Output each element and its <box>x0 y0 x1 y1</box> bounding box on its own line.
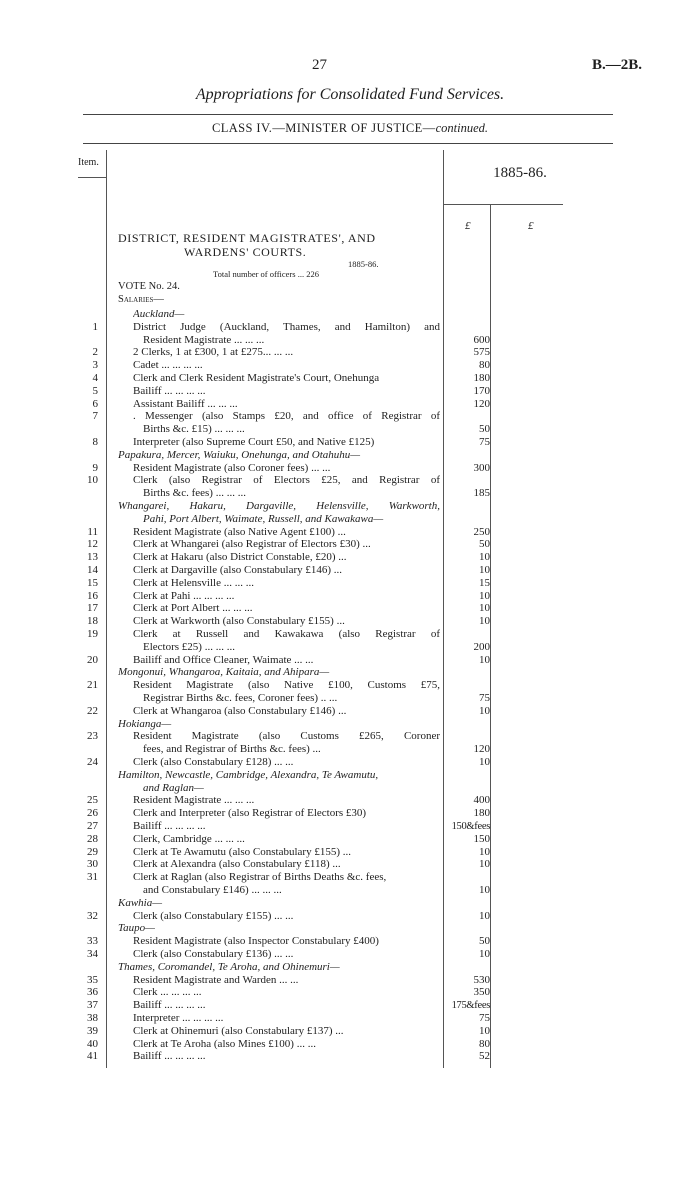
row-description: Resident Magistrate (also Native Agent £100) ... <box>133 525 346 538</box>
table-row <box>0 743 700 756</box>
row-description: Resident Magistrate (also Native £100, Customs £75, <box>133 679 440 692</box>
row-description: and Raglan— <box>143 781 204 794</box>
row-description: Resident Magistrate (also Coroner fees) ... ... <box>133 461 331 474</box>
class-heading-continued: continued. <box>435 121 489 135</box>
table-row <box>0 346 700 359</box>
row-amount: 350 <box>473 986 490 999</box>
table-row <box>0 1012 700 1025</box>
row-amount: 170 <box>473 384 490 397</box>
table-row <box>0 833 700 846</box>
item-number: 5 <box>92 384 98 397</box>
row-description: Bailiff ... ... ... ... <box>133 1050 206 1063</box>
item-number: 37 <box>87 999 98 1012</box>
row-amount: 80 <box>479 1037 490 1050</box>
item-number: 15 <box>87 576 98 589</box>
item-number: 14 <box>87 564 98 576</box>
officers-total: Total number of officers ... 226 <box>213 269 319 279</box>
officers-year: 1885-86. <box>348 259 379 269</box>
table-row <box>0 820 700 833</box>
table-row <box>0 423 700 436</box>
row-amount: 120 <box>473 743 490 756</box>
row-amount: 10 <box>479 602 490 615</box>
row-description: Births &c. £15) ... ... ... <box>143 423 245 436</box>
row-amount: 10 <box>479 858 490 871</box>
item-number: 23 <box>87 730 98 743</box>
table-row <box>0 666 700 679</box>
row-amount: 575 <box>473 346 490 359</box>
row-description: Clerk (also Constabulary £155) ... ... <box>133 909 294 922</box>
row-description: Hamilton, Newcastle, Cambridge, Alexandra, Te Awamutu, <box>118 768 379 781</box>
row-description: Clerk at Helensville ... ... ... <box>133 576 254 589</box>
table-row <box>0 654 700 667</box>
table-row <box>0 500 700 513</box>
table-row <box>0 718 700 731</box>
title-rule <box>83 114 613 115</box>
row-description: Bailiff ... ... ... ... <box>133 999 206 1012</box>
table-row <box>0 679 700 692</box>
item-number: 6 <box>92 397 98 410</box>
table-row <box>0 641 700 654</box>
row-description: Pahi, Port Albert, Waimate, Russell, and Kawakawa— <box>143 512 384 525</box>
year-header-rule <box>443 204 563 205</box>
row-description: and Constabulary £146) ... ... ... <box>143 884 282 896</box>
row-amount: 180 <box>473 372 490 384</box>
table-row <box>0 487 700 500</box>
row-amount: 10 <box>479 615 490 628</box>
row-amount: 75 <box>479 692 490 704</box>
row-description: . Messenger (also Stamps £20, and office of Registrar of <box>133 410 440 423</box>
row-description: Clerk (also Registrar of Electors £25, and Registrar of <box>133 474 440 487</box>
table-row <box>0 308 700 321</box>
row-description: Resident Magistrate (also Customs £265, Coroner <box>133 730 440 743</box>
item-number: 1 <box>92 320 98 333</box>
table-row <box>0 807 700 820</box>
section-heading-line1: DISTRICT, RESIDENT MAGISTRATES', AND <box>118 231 376 245</box>
row-description: Thames, Coromandel, Te Aroha, and Ohinemuri— <box>118 960 340 973</box>
table-row <box>0 436 700 449</box>
row-amount: 80 <box>479 359 490 372</box>
table-row <box>0 705 700 718</box>
table-row <box>0 334 700 347</box>
row-description: Mongonui, Whangaroa, Kaitaia, and Ahipara— <box>118 666 330 679</box>
table-row <box>0 922 700 935</box>
table-row <box>0 398 700 411</box>
table-row <box>0 410 700 423</box>
item-number: 13 <box>87 551 98 564</box>
row-description: Taupo— <box>118 922 155 935</box>
item-number: 25 <box>87 794 98 807</box>
row-description: Resident Magistrate and Warden ... ... <box>133 973 299 986</box>
table-row <box>0 948 700 961</box>
table-row <box>0 858 700 871</box>
row-amount: 10 <box>479 589 490 602</box>
item-number: 19 <box>87 628 98 640</box>
item-number: 40 <box>87 1037 98 1050</box>
table-row <box>0 846 700 859</box>
row-description: Clerk at Dargaville (also Constabulary £146) ... <box>133 564 343 576</box>
row-description: Clerk at Pahi ... ... ... ... <box>133 589 235 602</box>
row-amount: 10 <box>479 884 490 896</box>
row-amount: 120 <box>473 397 490 410</box>
row-amount: 175&fees <box>451 1000 490 1012</box>
row-amount: 10 <box>479 1024 490 1037</box>
table-row <box>0 590 700 603</box>
row-amount: 75 <box>479 436 490 448</box>
page-title: Appropriations for Consolidated Fund Services. <box>195 86 505 103</box>
row-description: Clerk at Whangarei (also Registrar of Electors £30) ... <box>133 538 371 551</box>
section-heading-line2: WARDENS' COURTS. <box>184 245 307 259</box>
class-heading <box>0 121 700 136</box>
row-amount: 400 <box>473 794 490 807</box>
table-row <box>0 513 700 526</box>
item-number: 21 <box>87 679 98 692</box>
row-amount: 150&fees <box>451 821 490 832</box>
row-description: Clerk at Russell and Kawakawa (also Registrar of <box>133 628 440 640</box>
row-amount: 10 <box>479 845 490 858</box>
row-description: Bailiff ... ... ... ... <box>133 820 206 832</box>
row-description: Clerk at Whangaroa (also Constabulary £146) ... <box>133 704 347 717</box>
row-description: Clerk at Te Awamutu (also Constabulary £155) ... <box>133 845 351 858</box>
row-amount: 10 <box>479 948 490 960</box>
row-description: fees, and Registrar of Births &c. fees) ... <box>143 743 321 756</box>
salaries-heading: Salaries— <box>118 294 164 305</box>
item-number: 35 <box>87 973 98 986</box>
table-row <box>0 999 700 1012</box>
item-number: 28 <box>87 832 98 845</box>
row-amount: 10 <box>479 756 490 768</box>
row-description: Clerk and Interpreter (also Registrar of Electors £30) <box>133 807 367 820</box>
vote-number: VOTE No. 24. <box>118 281 180 292</box>
row-amount: 530 <box>473 973 490 986</box>
section-heading <box>118 231 376 259</box>
table-row <box>0 1050 700 1063</box>
row-description: Clerk at Hakaru (also District Constable, £20) ... <box>133 551 347 564</box>
row-amount: 180 <box>473 807 490 820</box>
table-row <box>0 756 700 769</box>
table-row <box>0 884 700 897</box>
row-description: Auckland— <box>133 308 185 320</box>
item-number: 8 <box>92 436 98 448</box>
row-amount: 50 <box>479 538 490 551</box>
row-amount: 10 <box>479 909 490 922</box>
row-amount: 150 <box>473 832 490 845</box>
table-row <box>0 986 700 999</box>
row-amount: 50 <box>479 423 490 436</box>
table-row <box>0 359 700 372</box>
row-description: Whangarei, Hakaru, Dargaville, Helensville, Warkworth, <box>118 500 440 512</box>
item-number: 20 <box>87 653 98 666</box>
row-description: Resident Magistrate ... ... ... <box>133 794 255 807</box>
item-column-header: Item. <box>78 157 99 168</box>
row-description: Clerk at Raglan (also Registrar of Births Deaths &c. fees, <box>133 871 387 884</box>
row-description: Interpreter (also Supreme Court £50, and Native £125) <box>133 436 375 448</box>
row-description: Clerk at Alexandra (also Constabulary £118) ... <box>133 858 341 871</box>
item-number: 12 <box>87 538 98 551</box>
document-reference: B.—2B. <box>591 57 642 73</box>
row-amount: 10 <box>479 551 490 564</box>
pound-sign-col1: £ <box>465 220 471 232</box>
item-number: 33 <box>87 935 98 948</box>
table-row <box>0 782 700 795</box>
row-amount: 10 <box>479 653 490 666</box>
item-number: 11 <box>87 525 98 538</box>
table-row <box>0 897 700 910</box>
row-description: Hokianga— <box>118 717 172 730</box>
table-row <box>0 564 700 577</box>
item-header-rule <box>78 177 106 178</box>
row-amount: 10 <box>479 704 490 717</box>
table-row <box>0 526 700 539</box>
table-row <box>0 769 700 782</box>
table-row <box>0 577 700 590</box>
row-amount: 200 <box>473 640 490 653</box>
table-top-rule <box>83 143 613 144</box>
item-number: 29 <box>87 845 98 858</box>
row-description: Cadet ... ... ... ... <box>133 359 203 372</box>
table-row <box>0 871 700 884</box>
item-number: 26 <box>87 807 98 820</box>
row-amount: 52 <box>479 1050 490 1063</box>
row-description: Interpreter ... ... ... ... <box>133 1012 224 1024</box>
item-number: 36 <box>87 986 98 999</box>
row-description: Clerk and Clerk Resident Magistrate's Court, Onehunga <box>133 372 380 384</box>
item-number: 27 <box>87 820 98 832</box>
table-row <box>0 372 700 385</box>
table-row <box>0 449 700 462</box>
table-row <box>0 961 700 974</box>
row-amount: 15 <box>479 576 490 589</box>
row-description: Papakura, Mercer, Waiuku, Onehunga, and Otahuhu— <box>118 448 361 461</box>
item-number: 2 <box>92 346 98 359</box>
item-number: 24 <box>87 756 98 768</box>
table-row <box>0 910 700 923</box>
table-row <box>0 538 700 551</box>
row-description: Clerk, Cambridge ... ... ... <box>133 832 245 845</box>
table-row <box>0 462 700 475</box>
item-number: 38 <box>87 1012 98 1024</box>
row-description: Clerk at Ohinemuri (also Constabulary £137) ... <box>133 1024 344 1037</box>
row-description: Clerk at Warkworth (also Constabulary £155) ... <box>133 615 345 628</box>
table-row <box>0 551 700 564</box>
item-number: 17 <box>87 602 98 615</box>
row-description: Registrar Births &c. fees, Coroner fees) .. ... <box>143 692 338 704</box>
table-row <box>0 1038 700 1051</box>
row-description: Electors £25) ... ... ... <box>143 640 235 653</box>
item-number: 41 <box>87 1050 98 1063</box>
row-description: Resident Magistrate ... ... ... <box>143 333 265 346</box>
row-amount: 50 <box>479 935 490 948</box>
year-column-header: 1885-86. <box>493 165 547 181</box>
class-heading-main: CLASS IV.—MINISTER OF JUSTICE— <box>211 121 436 135</box>
row-description: Births &c. fees) ... ... ... <box>143 487 246 500</box>
item-number: 31 <box>87 871 98 884</box>
item-number: 4 <box>92 372 98 384</box>
row-amount: 250 <box>473 525 490 538</box>
row-description: Clerk ... ... ... ... <box>133 986 202 999</box>
item-number: 32 <box>87 909 98 922</box>
row-description: Clerk at Port Albert ... ... ... <box>133 602 253 615</box>
item-number: 16 <box>87 589 98 602</box>
table-row <box>0 474 700 487</box>
item-number: 9 <box>92 461 98 474</box>
table-row <box>0 615 700 628</box>
row-amount: 75 <box>479 1012 490 1024</box>
table-row <box>0 692 700 705</box>
item-number: 3 <box>92 359 98 372</box>
table-row <box>0 730 700 743</box>
row-amount: 300 <box>473 461 490 474</box>
table-row <box>0 794 700 807</box>
item-number: 10 <box>87 474 98 487</box>
item-number: 30 <box>87 858 98 871</box>
table-row <box>0 385 700 398</box>
item-number: 39 <box>87 1024 98 1037</box>
row-description: Kawhia— <box>118 896 163 909</box>
row-description: Clerk (also Constabulary £136) ... ... <box>133 948 294 960</box>
row-description: Bailiff ... ... ... ... <box>133 384 206 397</box>
table-row <box>0 602 700 615</box>
row-description: Bailiff and Office Cleaner, Waimate ... ... <box>133 653 314 666</box>
row-amount: 600 <box>473 333 490 346</box>
table-row <box>0 1025 700 1038</box>
item-number: 22 <box>87 704 98 717</box>
page-number: 27 <box>312 57 327 73</box>
row-amount: 10 <box>479 564 490 576</box>
table-row <box>0 935 700 948</box>
row-description: District Judge (Auckland, Thames, and Hamilton) and <box>133 320 440 333</box>
item-number: 7 <box>92 410 98 423</box>
pound-sign-col2: £ <box>528 220 534 232</box>
item-number: 34 <box>87 948 98 960</box>
table-row <box>0 321 700 334</box>
row-description: Clerk (also Constabulary £128) ... ... <box>133 756 294 768</box>
row-description: 2 Clerks, 1 at £300, 1 at £275... ... ... <box>133 346 294 359</box>
table-row <box>0 974 700 987</box>
row-description: Assistant Bailiff ... ... ... <box>133 397 238 410</box>
row-amount: 185 <box>473 487 490 500</box>
item-number: 18 <box>87 615 98 628</box>
table-row <box>0 628 700 641</box>
row-description: Resident Magistrate (also Inspector Constabulary £400) <box>133 935 379 948</box>
row-description: Clerk at Te Aroha (also Mines £100) ... ... <box>133 1037 316 1050</box>
